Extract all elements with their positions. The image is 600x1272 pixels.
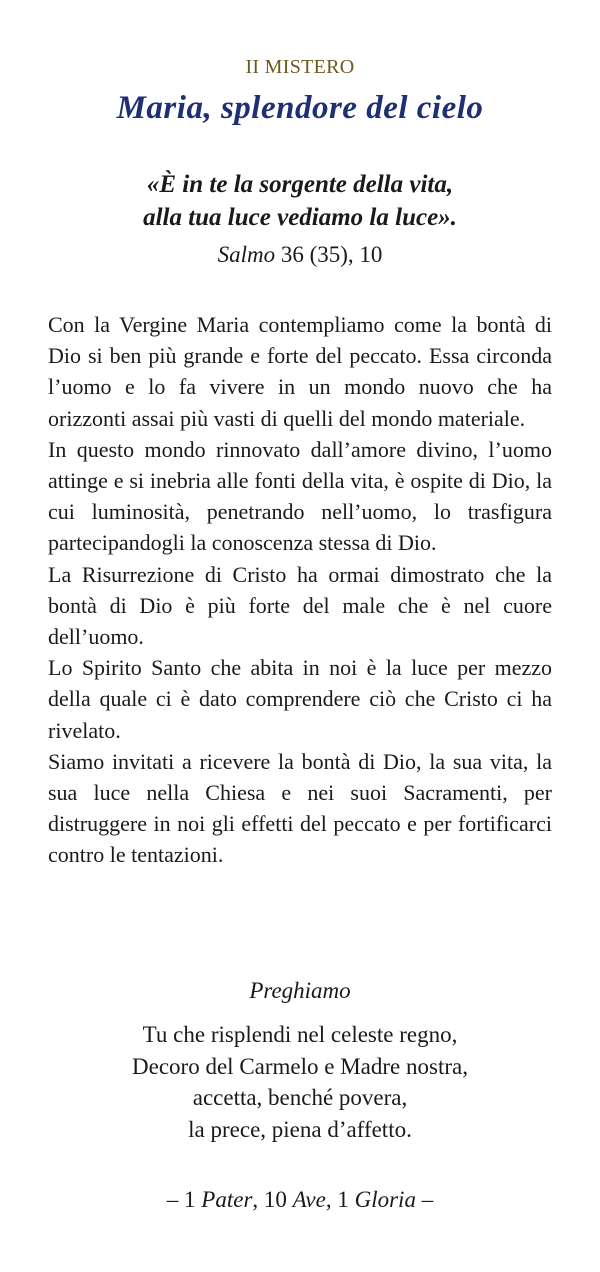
scripture-reference: [0, 242, 600, 268]
prayer-verse: [0, 1019, 600, 1145]
meditation-paragraph: La Risurrezione di Cristo ha ormai dimostrato che la bontà di Dio è più forte del male che è nel cuore dell’uomo.: [48, 561, 552, 650]
closing-dash-close: –: [415, 1187, 434, 1212]
pater-label: Pater: [201, 1187, 253, 1212]
ave-label: Ave: [292, 1187, 326, 1212]
prayer-line: la prece, piena d’affetto.: [188, 1116, 412, 1142]
closing-sep-2: , 1: [325, 1187, 355, 1212]
gloria-label: Gloria: [354, 1187, 416, 1212]
reference-book: Salmo: [217, 242, 276, 267]
mystery-number: II MISTERO: [245, 56, 355, 78]
scripture-quote: [0, 168, 600, 234]
rosary-instruction: [0, 1187, 600, 1213]
meditation-paragraph: Siamo invitati a ricevere la bontà di Dio, la sua vita, la sua luce nella Chiesa e nei suoi Sacramenti, per distruggere in noi gli effetti del peccato e per fortificarci contro le tentazioni.: [48, 748, 552, 868]
meditation-paragraph: Con la Vergine Maria contempliamo come la bontà di Dio si ben più grande e forte del peccato. Essa circonda l’uomo e lo fa vivere in un mondo nuovo che ha orizzonti assai più vasti di quelli del mondo materiale.: [48, 312, 552, 431]
page-title: Maria, splendore del cielo: [116, 90, 484, 126]
prayer-line: Tu che risplendi nel celeste regno,: [142, 1022, 458, 1047]
meditation-paragraph: Lo Spirito Santo che abita in noi è la luce per mezzo della quale ci è dato comprendere ciò che Cristo ci ha rivelato.: [48, 655, 552, 743]
prayer-line: accetta, benché povera,: [192, 1085, 408, 1110]
quote-line-1: «È in te la sorgente della vita,: [146, 171, 454, 198]
prayer-line: Decoro del Carmelo e Madre nostra,: [132, 1053, 468, 1079]
quote-line-2: alla tua luce vediamo la luce».: [143, 204, 457, 231]
reference-chapter-verse: 36 (35), 10: [275, 242, 383, 267]
closing-sep-1: , 10: [252, 1187, 293, 1212]
meditation-text: [48, 309, 552, 871]
prayer-heading: Preghiamo: [249, 978, 351, 1003]
meditation-paragraph: In questo mondo rinnovato dall’amore divino, l’uomo attinge e si inebria alle fonti della vita, è ospite di Dio, la cui luminosità, penetrando nell’uomo, lo trasfigura partecipandogli la conoscenza stessa di Dio.: [48, 436, 552, 556]
closing-dash-open: – 1: [166, 1187, 202, 1212]
